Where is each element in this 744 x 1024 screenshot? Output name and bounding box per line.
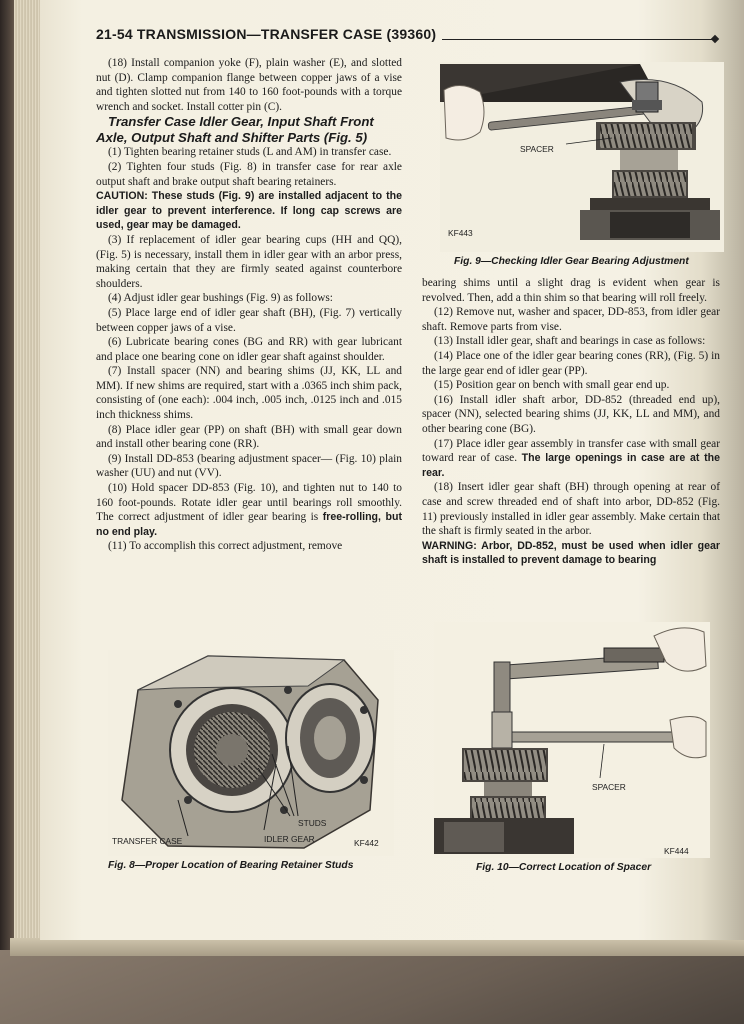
fig8-code: KF442 <box>354 838 379 848</box>
paragraph-step-15: (15) Position gear on bench with small gear end up. <box>434 379 670 392</box>
fig10-caption: Fig. 10—Correct Location of Spacer <box>476 862 652 873</box>
paragraph-step-7: (7) Install spacer (NN) and bearing shims (JJ, KK, LL and MM). If new shims are required, start with a .0365 inch shim pack, consisting of (one each): .004 inch, .005 inch, .0125 inch and .015 inch thickness shims. <box>96 365 402 422</box>
paragraph-step-14: (14) Place one of the idler gear bearing cones (RR), (Fig. 5) in the large gear end of idler gear (PP). <box>422 349 720 377</box>
step-10-emphasis: free-rolling, but no end play. <box>96 511 402 538</box>
paragraph-step-2: (2) Tighten four studs (Fig. 8) in transfer case for rear axle output shaft and brake output shaft bearing retainers. <box>96 160 402 188</box>
section-title: Transfer Case Idler Gear, Input Shaft Front Axle, Output Shaft and Shifter Parts (Fig. 5) <box>96 114 374 145</box>
paragraph-step-10 <box>96 481 402 539</box>
paragraph-step-1: (1) Tighten bearing retainer studs (L and AM) in transfer case. <box>108 146 392 159</box>
page-header-title: 21-54 TRANSMISSION—TRANSFER CASE (39360) <box>96 26 437 42</box>
figure-8-illustration <box>108 650 394 856</box>
paragraph-step-8: (8) Place idler gear (PP) on shaft (BH) with small gear down and install other bearing cone (RR). <box>96 423 402 451</box>
fig8-transfer-case-label: TRANSFER CASE <box>112 836 183 846</box>
fig8-studs-label: STUDS <box>298 818 327 828</box>
page-bottom-edge <box>10 938 744 956</box>
fig8-caption: Fig. 8—Proper Location of Bearing Retainer Studs <box>108 860 354 871</box>
caution-note: CAUTION: These studs (Fig. 9) are installed adjacent to the idler gear to prevent interference. If long cap screws are used, gear may be damaged. <box>96 190 402 232</box>
left-column <box>96 56 402 554</box>
step-17-emphasis: The large openings in case are at the rear. <box>422 452 720 479</box>
fig8-idler-gear-label: IDLER GEAR <box>264 834 315 844</box>
header-rule-end-icon <box>711 35 719 43</box>
paragraph-step-16: (16) Install idler shaft arbor, DD-852 (threaded end up), spacer (NN), selected bearing shims (JJ, KK, LL and MM), and other bearing cone (BG). <box>422 393 720 435</box>
header-rule <box>442 39 714 40</box>
warning-note: WARNING: Arbor, DD-852, must be used when idler gear shaft is installed to prevent damage to bearing <box>422 539 720 567</box>
paragraph-step-13: (13) Install idler gear, shaft and bearings in case as follows: <box>434 335 706 348</box>
fig9-spacer-label: SPACER <box>520 144 554 154</box>
paragraph-step-3: (3) If replacement of idler gear bearing cups (HH and QQ), (Fig. 5) is necessary, install them in idler gear with an arbor press, making certain that they are firmly seated against counterbore shoulders. <box>96 233 402 290</box>
fig10-code: KF444 <box>664 846 689 856</box>
paragraph-step-11: (11) To accomplish this correct adjustment, remove <box>108 540 343 553</box>
step-17-text: (17) Place idler gear assembly in transfer case with small gear toward rear of case. <box>422 437 720 465</box>
step-10-text: (10) Hold spacer DD-853 (Fig. 10), and tighten nut to 140 to 160 foot-pounds. Rotate idler gear until bearings roll smoothly. The correct adjustment of idler gear bearing is <box>96 482 402 524</box>
paragraph-step-6: (6) Lubricate bearing cones (BG and RR) with gear lubricant and place one bearing cone on idler gear shaft against shoulder. <box>96 336 402 363</box>
fig9-code: KF443 <box>448 228 473 238</box>
paragraph-step-4: (4) Adjust idler gear bushings (Fig. 9) as follows: <box>108 292 333 305</box>
page-header <box>96 22 720 48</box>
paragraph-step-12: (12) Remove nut, washer and spacer, DD-853, from idler gear shaft. Remove parts from vise. <box>422 306 720 333</box>
fig10-spacer-label: SPACER <box>592 782 626 792</box>
figure-9-illustration <box>440 62 724 252</box>
fig9-caption: Fig. 9—Checking Idler Gear Bearing Adjustment <box>454 256 689 267</box>
paragraph-step-9: (9) Install DD-853 (bearing adjustment spacer— (Fig. 10) plain washer (UU) and nut (VV). <box>96 452 402 480</box>
paragraph-step-5: (5) Place large end of idler gear shaft (BH), (Fig. 7) vertically between copper jaws of a vise. <box>96 306 402 334</box>
paragraph-step-18-right: (18) Insert idler gear shaft (BH) through opening at rear of case and screw threaded end of shaft into arbor, DD-852 (Fig. 11) previously installed in idler gear assembly. Make certain that the shaft is firmly seated in the arbor. <box>422 481 720 538</box>
paragraph-step-17 <box>422 437 720 481</box>
paragraph-step-18: (18) Install companion yoke (F), plain washer (E), and slotted nut (D). Clamp companion flange between copper jaws of a vise and tighten slotted nut from 140 to 160 foot-pounds with a torque wrench and socket. Install cotter pin (C). <box>96 57 402 113</box>
paragraph-continued: bearing shims until a slight drag is evident when gear is revolved. Then, add a thin shim so that bearing will roll freely. <box>422 277 720 304</box>
right-column <box>422 276 720 568</box>
figure-10-illustration <box>434 622 710 858</box>
